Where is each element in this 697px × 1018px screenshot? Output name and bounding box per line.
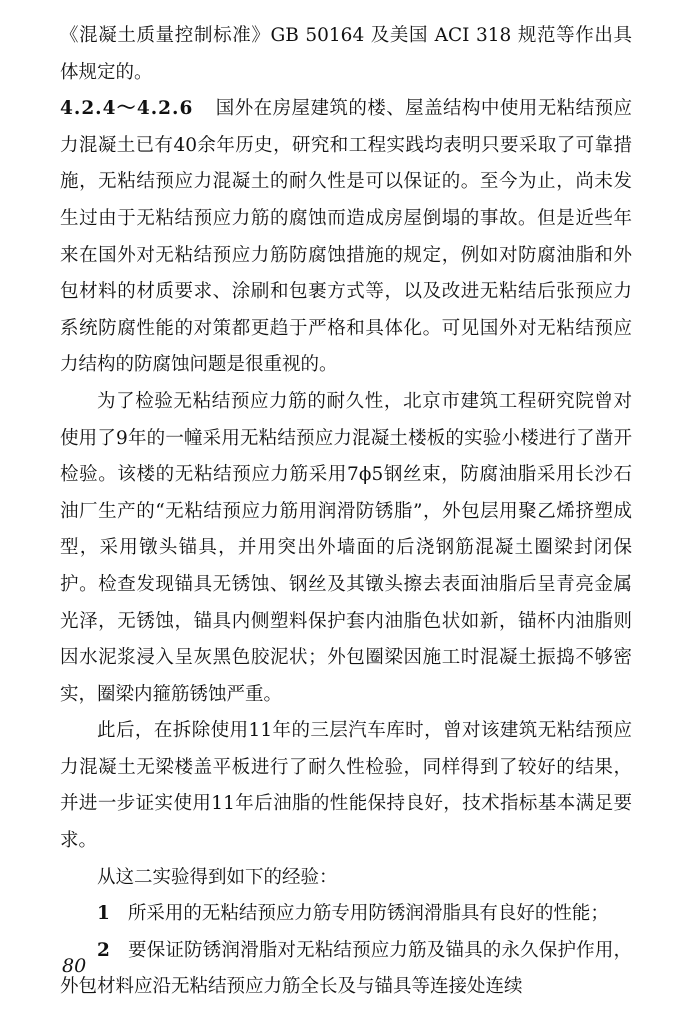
page-number: 80 — [62, 955, 87, 977]
section-paragraph — [60, 91, 632, 384]
list-item-number: 2 — [97, 939, 110, 961]
paragraph-text: 从这二实验得到如下的经验： — [97, 866, 338, 888]
list-item-text: 所采用的无粘结预应力筋专用防锈润滑脂具有良好的性能； — [127, 903, 609, 925]
paragraph — [60, 384, 632, 713]
list-item — [60, 896, 632, 933]
paragraph-text: 为了检验无粘结预应力筋的耐久性，北京市建筑工程研究院曾对使用了9年的一幢采用无粘结预应力混凝土楼板的实验小楼进行了凿开检验。该楼的无粘结预应力筋采用7ϕ5钢丝束，防腐油脂采用长沙石油厂生产的“无粘结预应力筋用润滑防锈脂”，外包层用聚乙烯挤塑成型，采用镦头锚具，并用突出外墙面的后浇钢筋混凝土圈梁封闭保护。检查发现锚具无锈蚀、钢丝及其镦头擦去表面油脂后呈青亮金属光泽，无锈蚀，锚具内侧塑料保护套内油脂色状如新，锚杯内油脂则因水泥浆浸入呈灰黑色胶泥状；外包圈梁因施工时混凝土振捣不够密实，圈梁内箍筋锈蚀严重。 — [60, 390, 632, 705]
paragraph — [60, 860, 632, 897]
paragraph-text: 国外在房屋建筑的楼、屋盖结构中使用无粘结预应力混凝土已有40余年历史，研究和工程实践均表明只要采取了可靠措施，无粘结预应力混凝土的耐久性是可以保证的。至今为止，尚未发生过由于无粘结预应力筋的腐蚀而造成房屋倒塌的事故。但是近些年来在国外对无粘结预应力筋防腐蚀措施的规定，例如对防腐油脂和外包材料的材质要求、涂刷和包裹方式等，以及改进无粘结后张预应力系统防腐性能的对策都更趋于严格和具体化。可见国外对无粘结预应力结构的防腐蚀问题是很重视的。 — [60, 98, 632, 376]
page-body — [60, 18, 632, 1006]
paragraph-text: 《混凝土质量控制标准》GB 50164 及美国 ACI 318 规范等作出具体规定的。 — [60, 25, 632, 83]
list-item — [60, 933, 632, 1006]
list-item-number: 1 — [97, 903, 110, 925]
section-number: 4.2.4～4.2.6 — [60, 98, 194, 120]
list-item-text: 要保证防锈润滑脂对无粘结预应力筋及锚具的永久保护作用，外包材料应沿无粘结预应力筋全长及与锚具等连接处连续 — [60, 939, 632, 998]
paragraph-text: 此后，在拆除使用11年的三层汽车库时，曾对该建筑无粘结预应力混凝土无梁楼盖平板进行了耐久性检验，同样得到了较好的结果，并进一步证实使用11年后油脂的性能保持良好，技术指标基本满足要求。 — [60, 720, 632, 852]
paragraph-continuation — [60, 18, 632, 91]
paragraph — [60, 713, 632, 859]
